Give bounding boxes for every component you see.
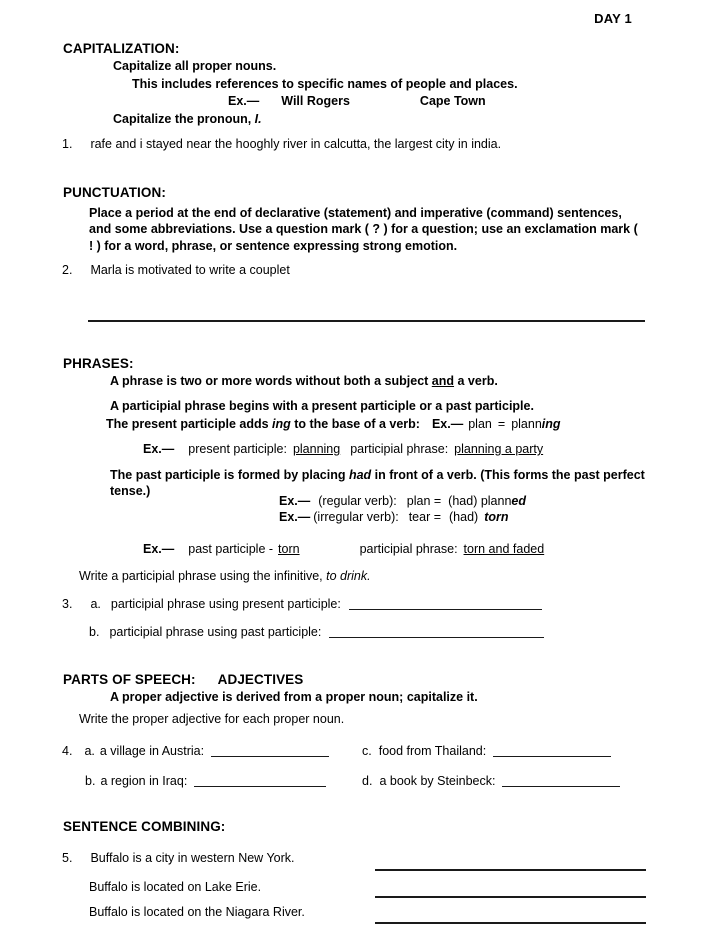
phrases-definition-and: and: [431, 374, 455, 388]
item-5-answer-line-2[interactable]: [375, 896, 646, 898]
parts-of-speech-heading: [63, 673, 303, 688]
phrases-past-example-row: [143, 543, 544, 557]
item-4-row-d: [362, 775, 620, 789]
item-1-sentence: rafe and i stayed near the hooghly river in calcutta, the largest city in india.: [90, 137, 502, 151]
item-5-answer-line-3[interactable]: [375, 922, 646, 924]
phrases-definition-pre: A phrase is two or more words without both a subject: [110, 374, 432, 388]
capitalization-heading: CAPITALIZATION:: [63, 41, 180, 56]
past-example-label: Ex.—: [143, 542, 175, 556]
item-3b-label: b.: [89, 625, 100, 639]
item-5-sentence-1: Buffalo is a city in western New York.: [90, 851, 295, 865]
item-4c-text: food from Thailand:: [378, 744, 487, 758]
item-4-row-b: [85, 775, 326, 789]
present-example-label: Ex.—: [143, 442, 175, 456]
past-rule-pre: The past participle is formed by placing: [110, 468, 349, 482]
present-example-term: present participle:: [188, 442, 287, 456]
regular-example-base: plan =: [406, 494, 442, 508]
item-5-sentence-2: Buffalo is located on Lake Erie.: [89, 880, 262, 894]
capitalization-rule-2: This includes references to specific names of people and places.: [132, 77, 518, 91]
item-5-sentence-3: Buffalo is located on the Niagara River.: [89, 905, 305, 919]
item-4-row-c: [362, 745, 611, 759]
item-2-answer-line[interactable]: [88, 320, 645, 322]
item-5-row-3: [89, 906, 305, 920]
present-example-phrase-value: planning a party: [454, 442, 544, 456]
punctuation-rule: Place a period at the end of declarative (statement) and imperative (command) sentences, and some abbreviations. Use a question mark ( ? ) for a question; use an exclamation mark ( ! ) for a word, phrase, or sentence expressing strong emotion.: [89, 206, 638, 253]
parts-of-speech-heading-label: PARTS OF SPEECH:: [63, 672, 196, 687]
present-example-phrase-term: participial phrase:: [350, 442, 449, 456]
phrases-definition: [110, 375, 498, 389]
day-label: DAY 1: [594, 11, 632, 26]
phrases-directions-infinitive: to drink.: [326, 569, 371, 583]
present-rule-ex-stem: plann: [511, 417, 542, 431]
present-rule-ing: ing: [272, 417, 291, 431]
item-2-row: [62, 264, 290, 278]
present-rule-pre: The present participle adds: [106, 417, 273, 431]
capitalization-pronoun-i: I.: [254, 112, 262, 126]
punctuation-heading: PUNCTUATION:: [63, 185, 166, 200]
regular-example-kind: (regular verb):: [318, 494, 397, 508]
item-4d-text: a book by Steinbeck:: [379, 774, 496, 788]
item-2-sentence: Marla is motivated to write a couplet: [90, 263, 290, 277]
irregular-example-base: tear =: [408, 510, 442, 524]
phrases-present-participle-rule: [106, 418, 561, 432]
phrases-definition-post: a verb.: [454, 374, 498, 388]
phrases-directions: [79, 570, 371, 584]
present-rule-ex-equals: =: [497, 417, 506, 431]
capitalization-rule-1: Capitalize all proper nouns.: [113, 59, 277, 73]
phrases-heading: PHRASES:: [63, 356, 134, 371]
capitalization-example-row: [228, 95, 486, 109]
item-1-row: [62, 138, 501, 152]
item-4b-answer-line[interactable]: [194, 786, 326, 787]
past-rule-post: in front of a verb. (This forms the past perfect tense.): [110, 468, 645, 499]
phrases-irregular-verb-example: [279, 511, 509, 525]
item-5-row-1: [62, 852, 294, 866]
irregular-example-had: (had): [449, 510, 479, 524]
irregular-example-label: Ex.—: [279, 510, 311, 524]
item-4-number: 4.: [62, 744, 73, 758]
item-3b-answer-line[interactable]: [329, 637, 544, 638]
parts-of-speech-rule: A proper adjective is derived from a proper noun; capitalize it.: [110, 690, 478, 704]
item-4c-answer-line[interactable]: [493, 756, 611, 757]
phrases-present-example-row: [143, 443, 543, 457]
item-4-row-a: [62, 745, 329, 759]
item-3a-label: a.: [90, 597, 101, 611]
item-4a-answer-line[interactable]: [211, 756, 329, 757]
capitalization-example-a: Will Rogers: [281, 94, 350, 108]
past-example-phrase-value: torn and faded: [463, 542, 545, 556]
item-3-number: 3.: [62, 597, 73, 611]
present-rule-post: to the base of a verb:: [290, 417, 420, 431]
item-4a-text: a village in Austria:: [99, 744, 205, 758]
sentence-combining-heading: SENTENCE COMBINING:: [63, 819, 226, 834]
item-5-number: 5.: [62, 851, 73, 865]
item-4b-label: b.: [85, 774, 96, 788]
item-3a-answer-line[interactable]: [349, 609, 542, 610]
phrases-directions-pre: Write a participial phrase using the infinitive,: [79, 569, 327, 583]
present-rule-ex-suffix: ing: [541, 417, 561, 431]
capitalization-rule-3-text: Capitalize the pronoun,: [113, 112, 255, 126]
past-rule-had: had: [348, 468, 372, 482]
capitalization-rule-3: [113, 113, 262, 127]
item-4d-label: d.: [362, 774, 373, 788]
item-4c-label: c.: [362, 744, 372, 758]
item-3-row-a: [62, 598, 542, 612]
regular-example-had: (had) plann: [448, 494, 512, 508]
item-4b-text: a region in Iraq:: [100, 774, 188, 788]
item-3a-text: participial phrase using present participle:: [110, 597, 341, 611]
past-example-value: torn: [278, 542, 300, 556]
item-4a-label: a.: [84, 744, 95, 758]
item-5-row-2: [89, 881, 261, 895]
present-rule-ex-label: Ex.—: [431, 417, 464, 431]
item-3-row-b: [89, 626, 544, 640]
parts-of-speech-directions: Write the proper adjective for each proper noun.: [79, 712, 345, 726]
item-5-answer-line-1[interactable]: [375, 869, 646, 871]
item-4d-answer-line[interactable]: [502, 786, 620, 787]
present-example-value: planning: [292, 442, 341, 456]
irregular-example-kind: (irregular verb):: [313, 510, 399, 524]
regular-example-label: Ex.—: [279, 494, 311, 508]
capitalization-example-label: Ex.—: [228, 94, 260, 108]
item-3b-text: participial phrase using past participle:: [109, 625, 322, 639]
past-example-phrase-term: participial phrase:: [359, 542, 458, 556]
capitalization-example-b: Cape Town: [419, 94, 486, 108]
parts-of-speech-heading-topic: ADJECTIVES: [217, 672, 304, 687]
phrases-participial-rule: A participial phrase begins with a present participle or a past participle.: [110, 399, 534, 413]
past-example-term: past participle -: [188, 542, 274, 556]
item-1-number: 1.: [62, 137, 73, 151]
irregular-example-value: torn: [484, 510, 509, 524]
phrases-regular-verb-example: [279, 495, 526, 509]
regular-example-suffix: ed: [511, 494, 527, 508]
present-rule-ex-base: plan: [468, 417, 492, 431]
item-2-number: 2.: [62, 263, 73, 277]
